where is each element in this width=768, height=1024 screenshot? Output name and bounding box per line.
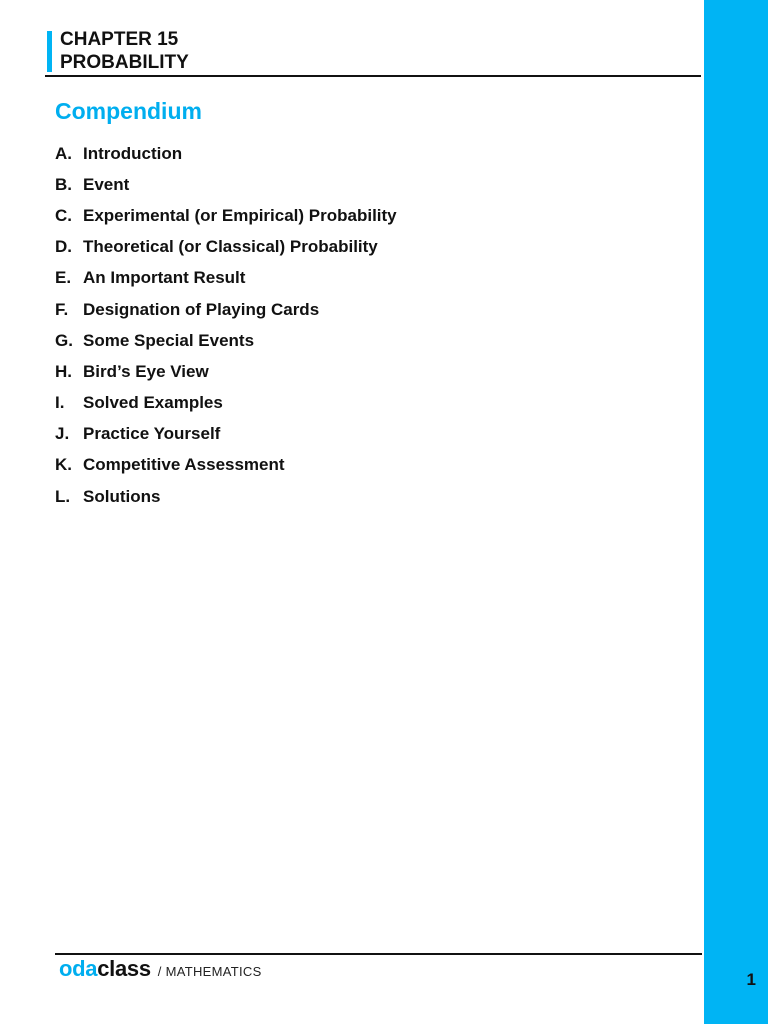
item-letter: I. [55, 393, 65, 413]
list-item [55, 450, 397, 481]
item-letter: J. [55, 424, 70, 444]
item-label: An Important Result [83, 268, 246, 288]
item-letter: L. [55, 486, 71, 506]
side-color-band [704, 0, 768, 1024]
item-label: Some Special Events [83, 330, 255, 350]
item-label: Event [83, 174, 130, 194]
item-label: Introduction [83, 143, 183, 163]
chapter-accent-bar [47, 31, 52, 72]
list-item [55, 481, 397, 512]
header-divider [45, 75, 701, 77]
item-label: Experimental (or Empirical) Probability [83, 205, 397, 225]
list-item [55, 232, 397, 263]
list-item [55, 419, 397, 450]
chapter-heading [60, 28, 189, 74]
brand-logo-oda: oda [59, 956, 98, 981]
item-label: Solved Examples [83, 393, 223, 413]
item-label: Designation of Playing Cards [83, 299, 320, 319]
brand-logo-class: class [97, 956, 151, 981]
item-letter: E. [55, 268, 72, 288]
page-number: 1 [746, 970, 756, 989]
list-item [55, 294, 397, 325]
list-item [55, 169, 397, 200]
item-letter: F. [55, 299, 69, 319]
item-label: Practice Yourself [83, 424, 221, 444]
list-item [55, 138, 397, 169]
chapter-name: PROBABILITY [60, 52, 189, 73]
item-letter: A. [55, 143, 72, 163]
list-item [55, 356, 397, 387]
item-letter: K. [55, 455, 72, 475]
item-letter: D. [55, 237, 72, 257]
item-label: Competitive Assessment [83, 455, 285, 475]
footer-subject: / MATHEMATICS [157, 964, 262, 979]
chapter-number: CHAPTER 15 [60, 29, 179, 50]
compendium-list [55, 138, 397, 512]
list-item [55, 263, 397, 294]
item-letter: G. [55, 330, 73, 350]
list-item [55, 388, 397, 419]
item-label: Bird’s Eye View [83, 361, 209, 381]
item-label: Solutions [83, 486, 161, 506]
list-item [55, 325, 397, 356]
footer-divider [55, 953, 702, 955]
item-letter: C. [55, 205, 72, 225]
item-letter: B. [55, 174, 72, 194]
list-item [55, 200, 397, 231]
footer-brand [59, 956, 262, 982]
item-letter: H. [55, 361, 72, 381]
item-label: Theoretical (or Classical) Probability [83, 237, 378, 257]
compendium-title: Compendium [55, 98, 202, 124]
